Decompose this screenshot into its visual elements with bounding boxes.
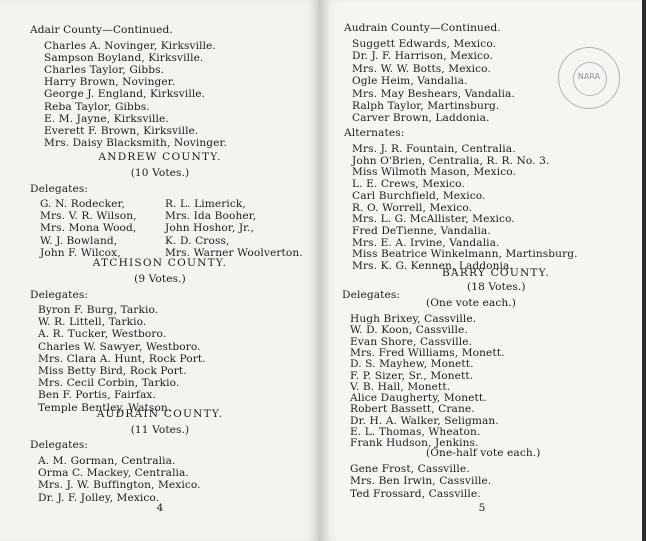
list-item: Mrs. K. G. Kennen, Laddonia. xyxy=(352,260,513,272)
list-item: Mrs. E. A. Irvine, Vandalia. xyxy=(352,236,500,249)
list-item: Byron F. Burg, Tarkio. xyxy=(38,304,159,316)
list-item: W. R. Littell, Tarkio. xyxy=(38,316,147,329)
list-item: D. S. Mayhew, Monett. xyxy=(350,358,474,371)
andrew-county-votes: (10 Votes.) xyxy=(130,167,190,179)
list-item: Carver Brown, Laddonia. xyxy=(352,112,490,125)
list-item: W. D. Koon, Cassville. xyxy=(350,324,468,337)
list-item: Evan Shore, Cassville. xyxy=(350,335,473,348)
list-item: Miss Wilmoth Mason, Mexico. xyxy=(352,166,517,179)
list-item: Carl Burchfield, Mexico. xyxy=(352,189,486,202)
audrain-county-votes: (11 Votes.) xyxy=(130,424,190,436)
list-item: John O'Brien, Centralia, R. R. No. 3. xyxy=(352,154,550,167)
left-page xyxy=(0,0,320,541)
list-item: V. B. Hall, Monett. xyxy=(350,380,451,393)
right-page xyxy=(322,0,642,541)
list-item: Mrs. Cecil Corbin, Tarkio. xyxy=(38,377,180,390)
list-item: R. L. Limerick, xyxy=(165,198,246,210)
list-item: Dr. H. A. Walker, Seligman. xyxy=(350,414,499,427)
barry-delegates-label: Delegates: xyxy=(342,289,401,301)
list-item: Temple Bentley, Watson. xyxy=(38,401,172,414)
andrew-county-title: ANDREW COUNTY. xyxy=(98,151,222,163)
list-item: Suggett Edwards, Mexico. xyxy=(352,38,497,50)
list-item: Mrs. W. W. Botts, Mexico. xyxy=(352,62,491,75)
list-item: Mrs. Ida Booher, xyxy=(165,210,257,223)
list-item: Reba Taylor, Gibbs. xyxy=(44,100,150,113)
adair-continued-heading: Adair County—Continued. xyxy=(30,24,173,36)
archive-stamp-label: NARA xyxy=(577,72,601,81)
list-item: Harry Brown, Novinger. xyxy=(44,76,176,89)
list-item: L. E. Crews, Mexico. xyxy=(352,178,465,191)
list-item: Mrs. Warner Woolverton. xyxy=(165,246,303,259)
list-item: Ted Frossard, Cassville. xyxy=(350,487,481,500)
alternates-label: Alternates: xyxy=(344,127,405,139)
list-item: Miss Beatrice Winkelmann, Martinsburg. xyxy=(352,248,578,261)
list-item: Dr. J. F. Harrison, Mexico. xyxy=(352,50,493,63)
list-item: K. D. Cross, xyxy=(165,234,230,247)
list-item: Mrs. May Beshears, Vandalia. xyxy=(352,87,515,100)
list-item: Dr. J. F. Jolley, Mexico. xyxy=(38,491,160,504)
atchison-delegates-label: Delegates: xyxy=(30,289,89,301)
list-item: John Hoshor, Jr., xyxy=(165,222,255,235)
list-item: E. M. Jayne, Kirksville. xyxy=(44,112,169,125)
list-item: Mrs. J. R. Fountain, Centralia. xyxy=(352,143,516,155)
list-item: Ogle Heim, Vandalia. xyxy=(352,75,468,88)
list-item: W. J. Bowland, xyxy=(40,234,118,247)
list-item: Charles A. Novinger, Kirksville. xyxy=(44,40,216,52)
list-item: Mrs. Daisy Blacksmith, Novinger. xyxy=(44,136,227,149)
list-item: Mrs. Ben Irwin, Cassville. xyxy=(350,475,492,488)
list-item: F. P. Sizer, Sr., Monett. xyxy=(350,369,474,382)
page-number-left: 4 xyxy=(156,502,164,514)
audrain-continued-heading: Audrain County—Continued. xyxy=(344,22,501,34)
list-item: Ben F. Portis, Fairfax. xyxy=(38,389,156,402)
audrain-delegates-label: Delegates: xyxy=(30,439,89,451)
list-item: Fred DeTienne, Vandalia. xyxy=(352,224,491,237)
list-item: Mrs. Clara A. Hunt, Rock Port. xyxy=(38,352,206,365)
list-item: John F. Wilcox, xyxy=(40,246,121,259)
list-item: Mrs. V. R. Wilson, xyxy=(40,210,137,223)
list-item: Frank Hudson, Jenkins. xyxy=(350,437,479,450)
list-item: Gene Frost, Cassville. xyxy=(350,463,470,475)
atchison-county-title: ATCHISON COUNTY. xyxy=(92,257,228,269)
list-item: A. M. Gorman, Centralia. xyxy=(38,455,176,467)
barry-one-vote-note: (One vote each.) xyxy=(426,297,516,309)
list-item: Mrs. L. G. McAllister, Mexico. xyxy=(352,213,515,226)
barry-half-vote-note: (One-half vote each.) xyxy=(426,447,541,459)
list-item: E. L. Thomas, Wheaton. xyxy=(350,426,481,438)
list-item: Mrs. Fred Williams, Monett. xyxy=(350,346,505,359)
page-number-right: 5 xyxy=(478,502,486,514)
barry-county-votes: (18 Votes.) xyxy=(467,281,526,293)
list-item: Alice Daugherty, Monett. xyxy=(350,392,487,405)
list-item: G. N. Rodecker, xyxy=(40,198,125,210)
list-item: Charles W. Sawyer, Westboro. xyxy=(38,340,201,353)
audrain-county-title: AUDRAIN COUNTY. xyxy=(96,408,224,420)
list-item: Ralph Taylor, Martinsburg. xyxy=(352,100,500,112)
list-item: R. O. Worrell, Mexico. xyxy=(352,201,473,214)
list-item: George J. England, Kirksville. xyxy=(44,88,206,101)
barry-county-title: BARRY COUNTY. xyxy=(442,267,551,279)
list-item: Orma C. Mackey, Centralia. xyxy=(38,467,189,480)
list-item: Sampson Boyland, Kirksville. xyxy=(44,52,204,65)
archive-stamp xyxy=(558,47,620,109)
list-item: Robert Bassett, Crane. xyxy=(350,403,475,416)
atchison-county-votes: (9 Votes.) xyxy=(134,273,186,285)
list-item: Miss Betty Bird, Rock Port. xyxy=(38,365,187,377)
list-item: Hugh Brixey, Cassville. xyxy=(350,313,477,325)
andrew-delegates-label: Delegates: xyxy=(30,183,89,195)
list-item: Charles Taylor, Gibbs. xyxy=(44,64,165,77)
list-item: Mrs. Mona Wood, xyxy=(40,222,137,235)
list-item: Everett F. Brown, Kirksville. xyxy=(44,124,199,137)
list-item: Mrs. J. W. Buffington, Mexico. xyxy=(38,479,201,492)
list-item: A. R. Tucker, Westboro. xyxy=(38,328,167,341)
